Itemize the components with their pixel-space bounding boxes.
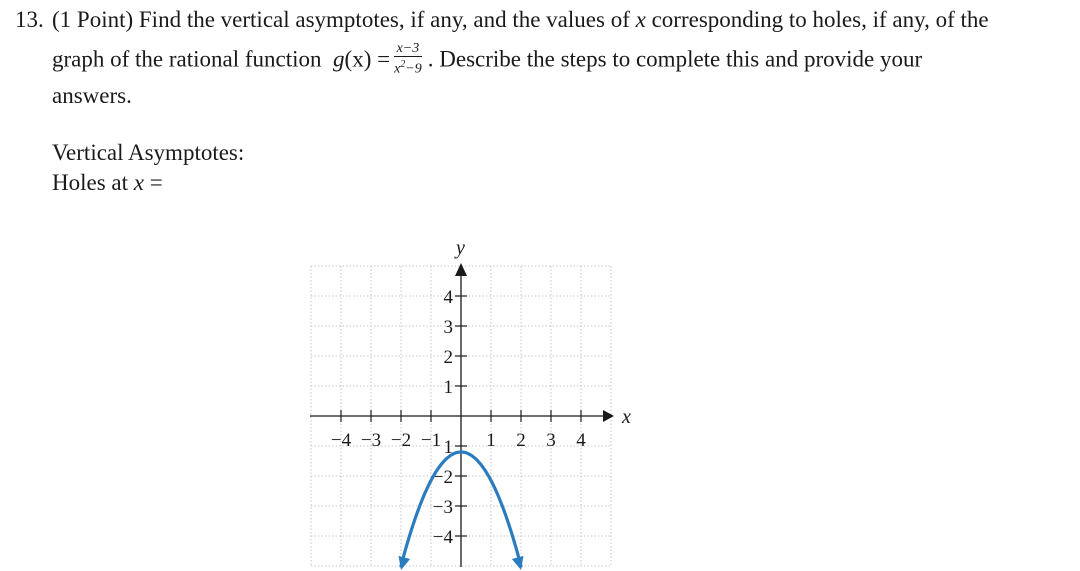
- x-tick-label: −4: [330, 430, 352, 451]
- holes-label: Holes at: [52, 170, 129, 195]
- fraction-numerator: x−3: [394, 41, 422, 57]
- denominator-exponent: 2: [400, 59, 406, 70]
- x-tick-label: 4: [576, 430, 586, 451]
- y-tick-label: 1: [443, 437, 453, 458]
- function-arg: (x) =: [344, 46, 391, 72]
- question-line-3: answers.: [52, 83, 132, 108]
- x-tick-label: 1: [486, 430, 496, 451]
- y-axis-arrow: [455, 263, 467, 276]
- holes-equals: =: [149, 170, 163, 195]
- x-tick-label: −3: [360, 430, 382, 451]
- y-tick-label: −2: [432, 467, 453, 488]
- x-tick-label: 2: [516, 430, 526, 451]
- question-text-1-end: corresponding to holes, if any, of the: [651, 7, 989, 32]
- x-axis-arrow: [603, 410, 614, 422]
- graph-axes: [310, 263, 614, 567]
- curve-right-arrow: [512, 556, 524, 570]
- question-points: (1 Point): [52, 7, 134, 32]
- y-tick-label: 2: [443, 347, 453, 368]
- holes-variable: x: [133, 170, 144, 195]
- x-axis-label: x: [622, 406, 631, 428]
- x-tick-label: −2: [390, 430, 412, 451]
- question-text-2: graph of the rational function: [52, 46, 322, 72]
- question-text-2-end: . Describe the steps to complete this and provide your: [427, 46, 923, 72]
- vertical-asymptotes-label: Vertical Asymptotes:: [52, 140, 245, 165]
- curve-left-arrow: [399, 556, 411, 570]
- function-name: g: [333, 46, 345, 72]
- x-tick-label: 3: [546, 430, 556, 451]
- question-text-1: Find the vertical asymptotes, if any, and the values of: [138, 7, 630, 32]
- variable-x: x: [635, 7, 646, 32]
- y-axis-label: y: [456, 237, 465, 259]
- question-number: 13.: [15, 7, 44, 32]
- x-tick-label: −1: [420, 430, 442, 451]
- denominator-rest: −9: [405, 61, 422, 77]
- y-tick-label: 1: [443, 377, 453, 398]
- denominator-base: x: [394, 61, 401, 77]
- y-tick-label: 4: [443, 287, 453, 308]
- y-tick-label: −4: [432, 527, 453, 548]
- y-tick-label: 3: [443, 317, 453, 338]
- y-tick-label: −3: [432, 497, 453, 518]
